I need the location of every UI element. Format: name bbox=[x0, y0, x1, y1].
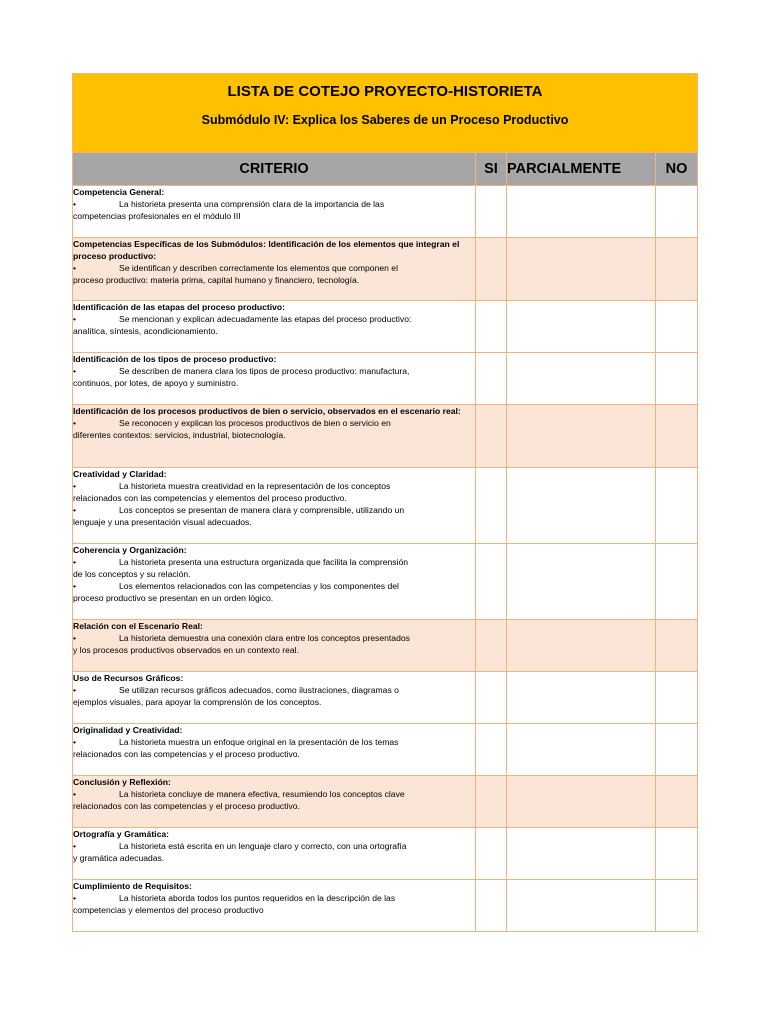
bullet-item bbox=[73, 262, 475, 274]
bullet-icon: • bbox=[73, 481, 77, 491]
bullet-continuation bbox=[73, 377, 475, 389]
mark-cell-no[interactable] bbox=[656, 405, 698, 468]
mark-cell-si[interactable] bbox=[476, 880, 507, 932]
criterion-row bbox=[73, 186, 698, 238]
mark-cell-no[interactable] bbox=[656, 544, 698, 620]
bullet-icon: • bbox=[73, 199, 77, 209]
bullet-text: Se utilizan recursos gráficos adecuados, como ilustraciones, diagramas o bbox=[119, 685, 399, 695]
criterion-row bbox=[73, 828, 698, 880]
mark-cell-no[interactable] bbox=[656, 468, 698, 544]
criterion-row bbox=[73, 880, 698, 932]
bullet-icon: • bbox=[73, 314, 77, 324]
bullet-item bbox=[73, 632, 475, 644]
criterion-row bbox=[73, 301, 698, 353]
criterion-row bbox=[73, 776, 698, 828]
bullet-text: La historieta aborda todos los puntos requeridos en la descripción de las bbox=[119, 893, 396, 903]
bullet-icon: • bbox=[73, 418, 77, 428]
bullet-icon: • bbox=[73, 789, 77, 799]
criterion-title: Coherencia y Organización: bbox=[73, 545, 187, 555]
criterion-title: Identificación de los tipos de proceso productivo: bbox=[73, 354, 277, 364]
bullet-continuation bbox=[73, 325, 475, 337]
mark-cell-parcialmente[interactable] bbox=[507, 353, 656, 405]
mark-cell-si[interactable] bbox=[476, 238, 507, 301]
criterion-row bbox=[73, 672, 698, 724]
bullet-text: Los conceptos se presentan de manera clara y comprensible, utilizando un bbox=[119, 505, 405, 515]
bullet-continuation bbox=[73, 904, 475, 916]
criterion-cell bbox=[73, 672, 476, 724]
header-row bbox=[73, 153, 698, 186]
bullet-item bbox=[73, 417, 475, 429]
bullet-continuation bbox=[73, 644, 475, 656]
bullet-text: proceso productivo se presentan en un orden lógico. bbox=[73, 593, 274, 603]
bullet-item bbox=[73, 684, 475, 696]
bullet-icon: • bbox=[73, 505, 77, 515]
bullet-continuation bbox=[73, 516, 475, 528]
bullet-text: relacionados con las competencias y el proceso productivo. bbox=[73, 749, 300, 759]
criterion-cell bbox=[73, 880, 476, 932]
criterion-title: Identificación de las etapas del proceso productivo: bbox=[73, 302, 286, 312]
criterion-cell bbox=[73, 353, 476, 405]
column-header-parcialmente: PARCIALMENTE bbox=[507, 153, 656, 186]
criterion-title: Competencias Específicas de los Submódulos: Identificación de los elementos que integran el proceso productivo: bbox=[73, 239, 460, 261]
bullet-text: proceso productivo: materia prima, capital humano y financiero, tecnología. bbox=[73, 275, 360, 285]
title-cell bbox=[73, 74, 698, 153]
bullet-text: La historieta muestra creatividad en la representación de los conceptos bbox=[119, 481, 391, 491]
document-subtitle: Submódulo IV: Explica los Saberes de un Proceso Productivo bbox=[201, 113, 569, 127]
bullet-text: La historieta concluye de manera efectiva, resumiendo los conceptos clave bbox=[119, 789, 405, 799]
criterion-cell bbox=[73, 724, 476, 776]
bullet-text: de los conceptos y su relación. bbox=[73, 569, 191, 579]
bullet-item bbox=[73, 480, 475, 492]
bullet-text: competencias y elementos del proceso productivo bbox=[73, 905, 264, 915]
criterion-title: Cumplimiento de Requisitos: bbox=[73, 881, 192, 891]
bullet-item bbox=[73, 504, 475, 516]
mark-cell-no[interactable] bbox=[656, 301, 698, 353]
bullet-item bbox=[73, 840, 475, 852]
bullet-continuation bbox=[73, 429, 475, 441]
bullet-continuation bbox=[73, 592, 475, 604]
bullet-text: y gramática adecuadas. bbox=[73, 853, 165, 863]
mark-cell-parcialmente[interactable] bbox=[507, 828, 656, 880]
criterion-row bbox=[73, 238, 698, 301]
criterion-row bbox=[73, 468, 698, 544]
bullet-icon: • bbox=[73, 581, 77, 591]
bullet-icon: • bbox=[73, 685, 77, 695]
bullet-continuation bbox=[73, 800, 475, 812]
bullet-text: Se describen de manera clara los tipos de proceso productivo: manufactura, bbox=[119, 366, 410, 376]
bullet-icon: • bbox=[73, 366, 77, 376]
mark-cell-si[interactable] bbox=[476, 724, 507, 776]
mark-cell-si[interactable] bbox=[476, 301, 507, 353]
mark-cell-si[interactable] bbox=[476, 405, 507, 468]
bullet-text: Se mencionan y explican adecuadamente las etapas del proceso productivo: bbox=[119, 314, 412, 324]
mark-cell-parcialmente[interactable] bbox=[507, 186, 656, 238]
bullet-text: La historieta presenta una comprensión clara de la importancia de las bbox=[119, 199, 385, 209]
bullet-continuation bbox=[73, 568, 475, 580]
mark-cell-parcialmente[interactable] bbox=[507, 724, 656, 776]
bullet-text: Se reconocen y explican los procesos productivos de bien o servicio en bbox=[119, 418, 391, 428]
criterion-row bbox=[73, 405, 698, 468]
bullet-continuation bbox=[73, 274, 475, 286]
criterion-title: Competencia General: bbox=[73, 187, 165, 197]
mark-cell-parcialmente[interactable] bbox=[507, 880, 656, 932]
criterion-cell bbox=[73, 620, 476, 672]
mark-cell-no[interactable] bbox=[656, 828, 698, 880]
bullet-icon: • bbox=[73, 893, 77, 903]
bullet-icon: • bbox=[73, 737, 77, 747]
mark-cell-no[interactable] bbox=[656, 238, 698, 301]
criterion-cell bbox=[73, 238, 476, 301]
bullet-continuation bbox=[73, 492, 475, 504]
mark-cell-no[interactable] bbox=[656, 186, 698, 238]
bullet-item bbox=[73, 580, 475, 592]
mark-cell-si[interactable] bbox=[476, 353, 507, 405]
bullet-text: continuos, por lotes, de apoyo y suministro. bbox=[73, 378, 239, 388]
bullet-text: ejemplos visuales, para apoyar la comprensión de los conceptos. bbox=[73, 697, 322, 707]
criterion-title: Ortografía y Gramática: bbox=[73, 829, 169, 839]
criterion-row bbox=[73, 544, 698, 620]
mark-cell-no[interactable] bbox=[656, 880, 698, 932]
mark-cell-no[interactable] bbox=[656, 620, 698, 672]
mark-cell-parcialmente[interactable] bbox=[507, 405, 656, 468]
mark-cell-parcialmente[interactable] bbox=[507, 468, 656, 544]
checklist-table bbox=[72, 73, 698, 932]
mark-cell-si[interactable] bbox=[476, 186, 507, 238]
bullet-text: La historieta presenta una estructura organizada que facilita la comprensión bbox=[119, 557, 409, 567]
criterion-cell bbox=[73, 405, 476, 468]
bullet-continuation bbox=[73, 748, 475, 760]
mark-cell-si[interactable] bbox=[476, 544, 507, 620]
criterion-row bbox=[73, 620, 698, 672]
mark-cell-parcialmente[interactable] bbox=[507, 238, 656, 301]
bullet-text: relacionados con las competencias y elementos del proceso productivo. bbox=[73, 493, 347, 503]
mark-cell-si[interactable] bbox=[476, 468, 507, 544]
bullet-text: analítica, síntesis, acondicionamiento. bbox=[73, 326, 218, 336]
criterion-cell bbox=[73, 301, 476, 353]
bullet-item bbox=[73, 892, 475, 904]
bullet-item bbox=[73, 788, 475, 800]
bullet-text: relacionados con las competencias y el proceso productivo. bbox=[73, 801, 300, 811]
mark-cell-parcialmente[interactable] bbox=[507, 544, 656, 620]
mark-cell-parcialmente[interactable] bbox=[507, 776, 656, 828]
mark-cell-no[interactable] bbox=[656, 672, 698, 724]
mark-cell-si[interactable] bbox=[476, 620, 507, 672]
bullet-item bbox=[73, 365, 475, 377]
criterion-title: Originalidad y Creatividad: bbox=[73, 725, 183, 735]
criterion-title: Creatividad y Claridad: bbox=[73, 469, 167, 479]
document-title: LISTA DE COTEJO PROYECTO-HISTORIETA bbox=[227, 83, 543, 100]
bullet-text: Los elementos relacionados con las competencias y los componentes del bbox=[119, 581, 399, 591]
bullet-icon: • bbox=[73, 633, 77, 643]
bullet-text: La historieta demuestra una conexión clara entre los conceptos presentados bbox=[119, 633, 410, 643]
bullet-item bbox=[73, 736, 475, 748]
mark-cell-si[interactable] bbox=[476, 672, 507, 724]
bullet-icon: • bbox=[73, 557, 77, 567]
bullet-text: Se identifican y describen correctamente los elementos que componen el bbox=[119, 263, 398, 273]
column-header-no: NO bbox=[656, 153, 698, 186]
criterion-cell bbox=[73, 828, 476, 880]
criterion-cell bbox=[73, 186, 476, 238]
mark-cell-no[interactable] bbox=[656, 776, 698, 828]
mark-cell-parcialmente[interactable] bbox=[507, 301, 656, 353]
bullet-item bbox=[73, 313, 475, 325]
mark-cell-no[interactable] bbox=[656, 724, 698, 776]
bullet-icon: • bbox=[73, 841, 77, 851]
mark-cell-parcialmente[interactable] bbox=[507, 672, 656, 724]
bullet-continuation bbox=[73, 210, 475, 222]
criterion-title: Identificación de los procesos productivos de bien o servicio, observados en el escenario real: bbox=[73, 406, 461, 416]
criterion-row bbox=[73, 724, 698, 776]
mark-cell-si[interactable] bbox=[476, 828, 507, 880]
criterion-title: Uso de Recursos Gráficos: bbox=[73, 673, 184, 683]
bullet-text: La historieta muestra un enfoque original en la presentación de los temas bbox=[119, 737, 399, 747]
bullet-item bbox=[73, 198, 475, 210]
mark-cell-parcialmente[interactable] bbox=[507, 620, 656, 672]
bullet-icon: • bbox=[73, 263, 77, 273]
bullet-text: competencias profesionales en el módulo III bbox=[73, 211, 241, 221]
bullet-continuation bbox=[73, 852, 475, 864]
column-header-si: SI bbox=[476, 153, 507, 186]
bullet-text: La historieta está escrita en un lenguaje claro y correcto, con una ortografía bbox=[119, 841, 407, 851]
bullet-text: diferentes contextos: servicios, industrial, biotecnología. bbox=[73, 430, 286, 440]
criterion-row bbox=[73, 353, 698, 405]
bullet-item bbox=[73, 556, 475, 568]
column-header-criterio: CRITERIO bbox=[73, 153, 476, 186]
criterion-title: Conclusión y Reflexión: bbox=[73, 777, 171, 787]
criterion-title: Relación con el Escenario Real: bbox=[73, 621, 203, 631]
mark-cell-no[interactable] bbox=[656, 353, 698, 405]
mark-cell-si[interactable] bbox=[476, 776, 507, 828]
bullet-text: lenguaje y una presentación visual adecuados. bbox=[73, 517, 252, 527]
criterion-cell bbox=[73, 776, 476, 828]
criterion-cell bbox=[73, 468, 476, 544]
bullet-continuation bbox=[73, 696, 475, 708]
criterion-cell bbox=[73, 544, 476, 620]
bullet-text: y los procesos productivos observados en un contexto real. bbox=[73, 645, 299, 655]
